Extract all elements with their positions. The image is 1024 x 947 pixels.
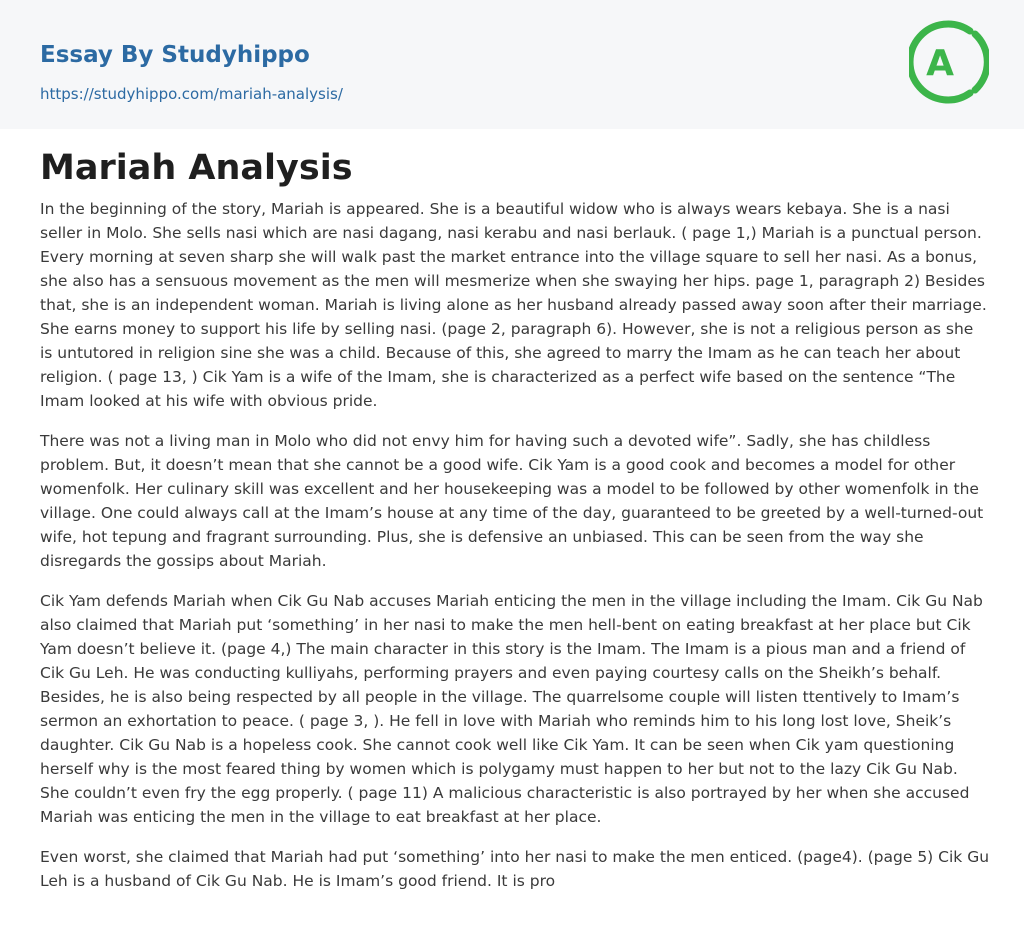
article-paragraph: Cik Yam defends Mariah when Cik Gu Nab accuses Mariah enticing the men in the village including the Imam. Cik Gu Nab also claimed that Mariah put ‘something’ in her nasi to make the men hell-bent on eating breakfast at her place but Cik Yam doesn’t believe it. (page 4,) The main character in this story is the Imam. The Imam is a pious man and a friend of Cik Gu Leh. He was conducting kulliyahs, performing prayers and even paying courtesy calls on the Sheikh’s behalf. Besides, he is also being respected by all people in the village. The quarrelsome couple will listen ttentively to Imam’s sermon an exhortation to peace. ( page 3, ). He fell in love with Mariah who reminds him to his long lost love, Sheik’s daughter. Cik Gu Nab is a hopeless cook. She cannot cook well like Cik Yam. It can be seen when Cik yam questioning herself why is the most feared thing by women which is polygamy must happen to her but not to the lazy Cik Gu Nab. She couldn’t even fry the egg properly. ( page 11) A malicious characteristic is also portrayed by her when she accused Mariah was enticing the men in the village to eat breakfast at her place.: [40, 592, 983, 826]
article-paragraph: In the beginning of the story, Mariah is appeared. She is a beautiful widow who is always wears kebaya. She is a nasi seller in Molo. She sells nasi which are nasi dagang, nasi kerabu and nasi berlauk. ( page 1,) Mariah is a punctual person. Every morning at seven sharp she will walk past the market entrance into the village square to sell her nasi. As a bonus, she also has a sensuous movement as the men will mesmerize when she swaying her hips. page 1, paragraph 2) Besides that, she is an independent woman. Mariah is living alone as her husband already passed away soon after their marriage. She earns money to support his life by selling nasi. (page 2, paragraph 6). However, she is not a religious person as she is untutored in religion sine she was a child. Because of this, she agreed to marry the Imam as he can teach her about religion. ( page 13, ) Cik Yam is a wife of the Imam, she is characterized as a perfect wife based on the sentence “The Imam looked at his wife with obvious pride.: [40, 200, 987, 410]
studyhippo-logo-icon[interactable]: [909, 18, 989, 106]
article: [40, 146, 990, 909]
article-paragraph: There was not a living man in Molo who did not envy him for having such a devoted wife”. Sadly, she has childless problem. But, it doesn’t mean that she cannot be a good wife. Cik Yam is a good cook and becomes a model for other womenfolk. Her culinary skill was excellent and her housekeeping was a model to be followed by other womenfolk in the village. One could always call at the Imam’s house at any time of the day, guaranteed to be greeted by a well-turned-out wife, hot tepung and fragrant surrounding. Plus, she is defensive an unbiased. This can be seen from the way she disregards the gossips about Mariah.: [40, 432, 984, 570]
site-brand[interactable]: Essay By Studyhippo: [40, 42, 310, 68]
page-url-link[interactable]: https://studyhippo.com/mariah-analysis/: [40, 85, 343, 103]
article-paragraph: Even worst, she claimed that Mariah had put ‘something’ into her nasi to make the men enticed. (page4). (page 5) Cik Gu Leh is a husband of Cik Gu Nab. He is Imam’s good friend. It is pro: [40, 848, 990, 890]
site-header: [0, 0, 1024, 129]
logo-letter: A: [926, 43, 954, 84]
page-title: Mariah Analysis: [40, 148, 353, 188]
